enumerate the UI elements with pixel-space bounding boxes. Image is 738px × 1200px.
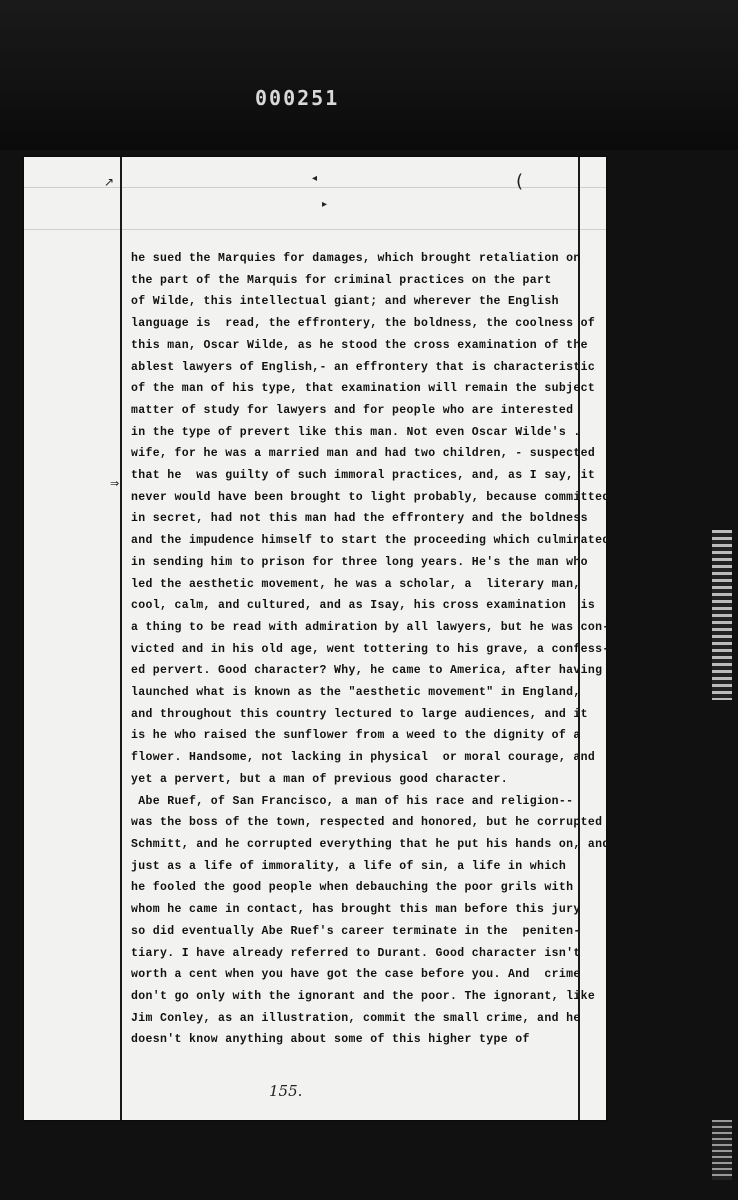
text-line: of Wilde, this intellectual giant; and wherever the English (131, 295, 559, 309)
text-line: in secret, had not this man had the effrontery and the boldness (131, 512, 588, 526)
text-line: he fooled the good people when debauching the poor grils with (131, 881, 574, 895)
film-edge-strip (712, 1120, 732, 1180)
text-line: this man, Oscar Wilde, as he stood the cross examination of the (131, 338, 588, 352)
text-line: is he who raised the sunflower from a weed to the dignity of a (131, 729, 581, 743)
text-line: was the boss of the town, respected and honored, but he corrupted (131, 816, 603, 830)
text-line: never would have been brought to light probably, because committed (131, 490, 610, 504)
left-margin-line (120, 157, 122, 1120)
film-frame-number: 000251 (255, 86, 340, 110)
text-line: victed and in his old age, went tottering to his grave, a confess- (131, 642, 610, 656)
text-line: in sending him to prison for three long years. He's the man who (131, 555, 588, 569)
text-line: ed pervert. Good character? Why, he came to America, after having (131, 664, 603, 678)
bracket-mark-icon: ( (516, 171, 524, 192)
text-line: ablest lawyers of English,- an effrontery that is characteristic (131, 360, 596, 374)
text-line: flower. Handsome, not lacking in physical or moral courage, and (131, 751, 596, 765)
text-line: that he was guilty of such immoral practices, and, as I say, it (131, 469, 596, 483)
text-line: yet a pervert, but a man of previous good character. (131, 772, 509, 786)
text-line: don't go only with the ignorant and the poor. The ignorant, like (131, 989, 596, 1003)
page-number: 155. (269, 1082, 303, 1100)
text-line: language is read, the effrontery, the boldness, the coolness of (131, 317, 596, 331)
scratch-mark-icon: ◂ (312, 173, 318, 184)
arrow-mark-icon: ⇒ (110, 477, 120, 490)
text-line: worth a cent when you have got the case before you. And crime (131, 968, 581, 982)
text-line: matter of study for lawyers and for people who are interested (131, 403, 574, 417)
text-line: of the man of his type, that examination will remain the subject (131, 382, 596, 396)
text-line: Abe Ruef, of San Francisco, a man of his race and religion-- (131, 794, 574, 808)
ruled-line (24, 229, 606, 230)
document-page (24, 157, 610, 1120)
text-line: doesn't know anything about some of this higher type of (131, 1033, 530, 1047)
text-line: just as a life of immorality, a life of sin, a life in which (131, 859, 567, 873)
film-header (0, 0, 738, 150)
text-line: so did eventually Abe Ruef's career terminate in the peniten- (131, 924, 581, 938)
text-line: led the aesthetic movement, he was a scholar, a literary man, (131, 577, 581, 591)
text-line: whom he came in contact, has brought this man before this jury (131, 903, 581, 917)
text-line: he sued the Marquies for damages, which brought retaliation on (131, 252, 581, 265)
text-line: wife, for he was a married man and had two children, - suspected (131, 447, 596, 461)
film-edge-strip (712, 530, 732, 700)
typewritten-text (131, 248, 611, 1051)
text-line: Jim Conley, as an illustration, commit the small crime, and he (131, 1011, 581, 1025)
text-line: launched what is known as the "aesthetic movement" in England, (131, 686, 581, 700)
text-line: and throughout this country lectured to large audiences, and it (131, 707, 588, 721)
text-line: and the impudence himself to start the proceeding which culminated (131, 534, 610, 548)
corner-mark-icon: ↗ (104, 175, 115, 189)
scratch-mark-icon: ▸ (322, 199, 328, 210)
text-line: Schmitt, and he corrupted everything that he put his hands on, and (131, 837, 610, 851)
text-line: the part of the Marquis for criminal practices on the part (131, 273, 552, 287)
text-line: tiary. I have already referred to Durant. Good character isn't (131, 946, 581, 960)
text-line: a thing to be read with admiration by all lawyers, but he was con- (131, 620, 610, 634)
text-line: in the type of prevert like this man. Not even Oscar Wilde's . (131, 425, 581, 439)
text-line: cool, calm, and cultured, and as Isay, his cross examination is (131, 599, 596, 613)
